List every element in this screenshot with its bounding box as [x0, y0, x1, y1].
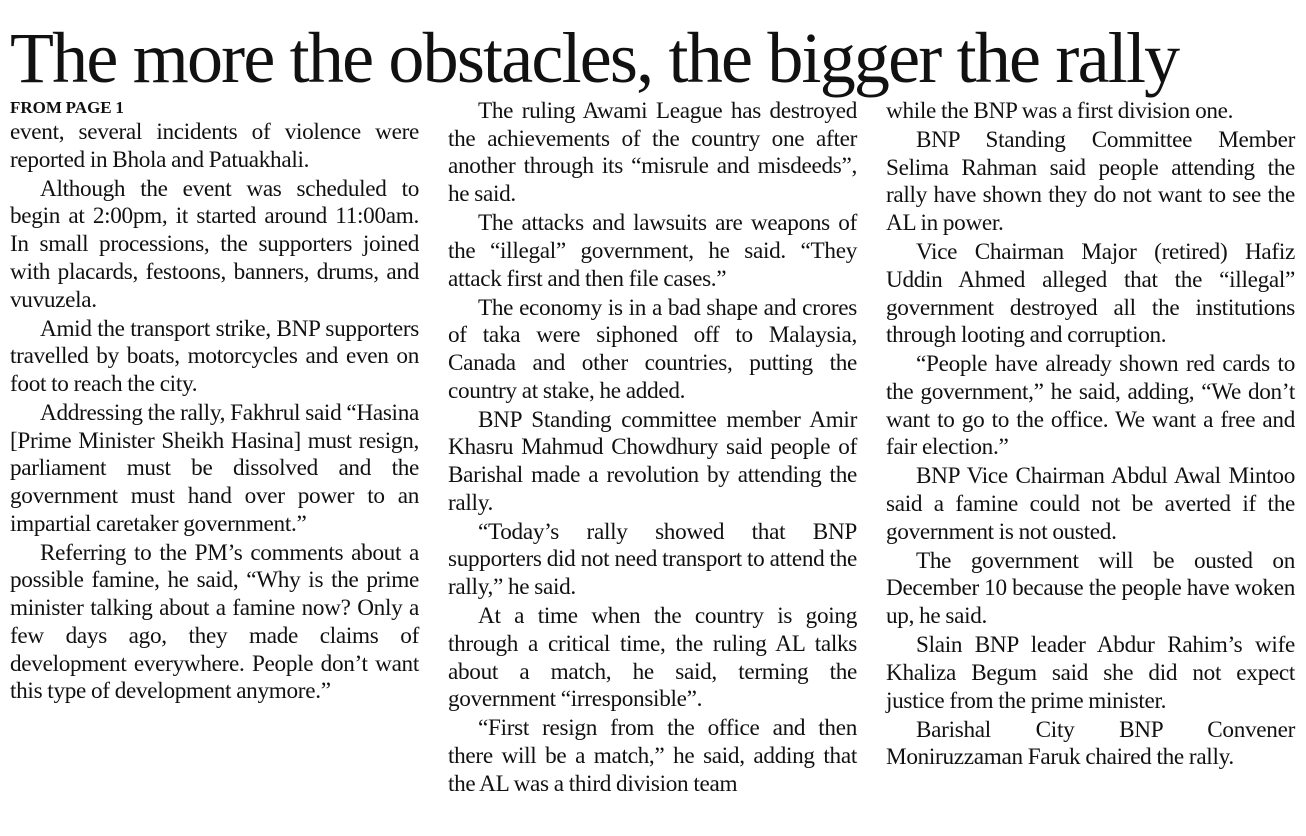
paragraph: Barishal City BNP Convener Moniruzzaman Faruk chaired the rally.: [886, 716, 1295, 771]
paragraph: “Today’s rally showed that BNP supporters did not need transport to attend the rally,” he said.: [448, 518, 857, 601]
paragraph: “First resign from the office and then there will be a match,” he said, adding that the AL was a third division team: [448, 715, 857, 797]
article-column-2: [448, 96, 857, 800]
paragraph: Amid the transport strike, BNP supporters travelled by boats, motorcycles and even on foot to reach the city.: [10, 315, 419, 397]
paragraph: Although the event was scheduled to begin at 2:00pm, it started around 11:00am. In small processions, the supporters joined with placards, festoons, banners, drums, and vuvuzela.: [10, 175, 419, 313]
paragraph: Vice Chairman Major (retired) Hafiz Uddin Ahmed alleged that the “illegal” government destroyed all the institutions through looting and corruption.: [886, 239, 1295, 349]
paragraph: “People have already shown red cards to the government,” he said, adding, “We don’t want to go to the office. We want a free and fair election.”: [886, 351, 1295, 461]
paragraph: The attacks and lawsuits are weapons of the “illegal” government, he said. “They attack first and then file cases.”: [448, 210, 857, 292]
paragraph: Referring to the PM’s comments about a possible famine, he said, “Why is the prime minister talking about a famine now? Only a few days ago, they made claims of development everywhere. People don’t want this type of development anymore.”: [10, 539, 419, 705]
paragraph: At a time when the country is going through a critical time, the ruling AL talks about a match, he said, terming the government “irresponsible”.: [448, 603, 857, 713]
paragraph: event, several incidents of violence were reported in Bhola and Patuakhali.: [10, 119, 419, 173]
article-body: [0, 96, 1306, 836]
article-column-3: [886, 96, 1295, 773]
paragraph: The government will be ousted on December 10 because the people have woken up, he said.: [886, 547, 1295, 630]
paragraph: Addressing the rally, Fakhrul said “Hasina [Prime Minister Sheikh Hasina] must resign, parliament must be dissolved and the government must hand over power to an impartial caretaker government.”: [10, 399, 419, 537]
paragraph: BNP Standing Committee Member Selima Rahman said people attending the rally have shown they do not want to see the AL in power.: [886, 127, 1295, 237]
paragraph: The economy is in a bad shape and crores of taka were siphoned off to Malaysia, Canada and other countries, putting the country at stake, he added.: [448, 294, 857, 404]
paragraph: BNP Vice Chairman Abdul Awal Mintoo said a famine could not be averted if the government is not ousted.: [886, 463, 1295, 545]
paragraph: Slain BNP leader Abdur Rahim’s wife Khaliza Begum said she did not expect justice from the prime minister.: [886, 632, 1295, 714]
continuation-kicker: FROM PAGE 1: [10, 98, 124, 117]
article-headline: The more the obstacles, the bigger the rally: [10, 18, 1179, 98]
paragraph: while the BNP was a first division one.: [886, 98, 1234, 124]
paragraph: BNP Standing committee member Amir Khasru Mahmud Chowdhury said people of Barishal made a revolution by attending the rally.: [448, 406, 857, 516]
article-column-1: [10, 96, 419, 707]
paragraph: The ruling Awami League has destroyed the achievements of the country one after another through its “misrule and misdeeds”, he said.: [448, 98, 857, 208]
